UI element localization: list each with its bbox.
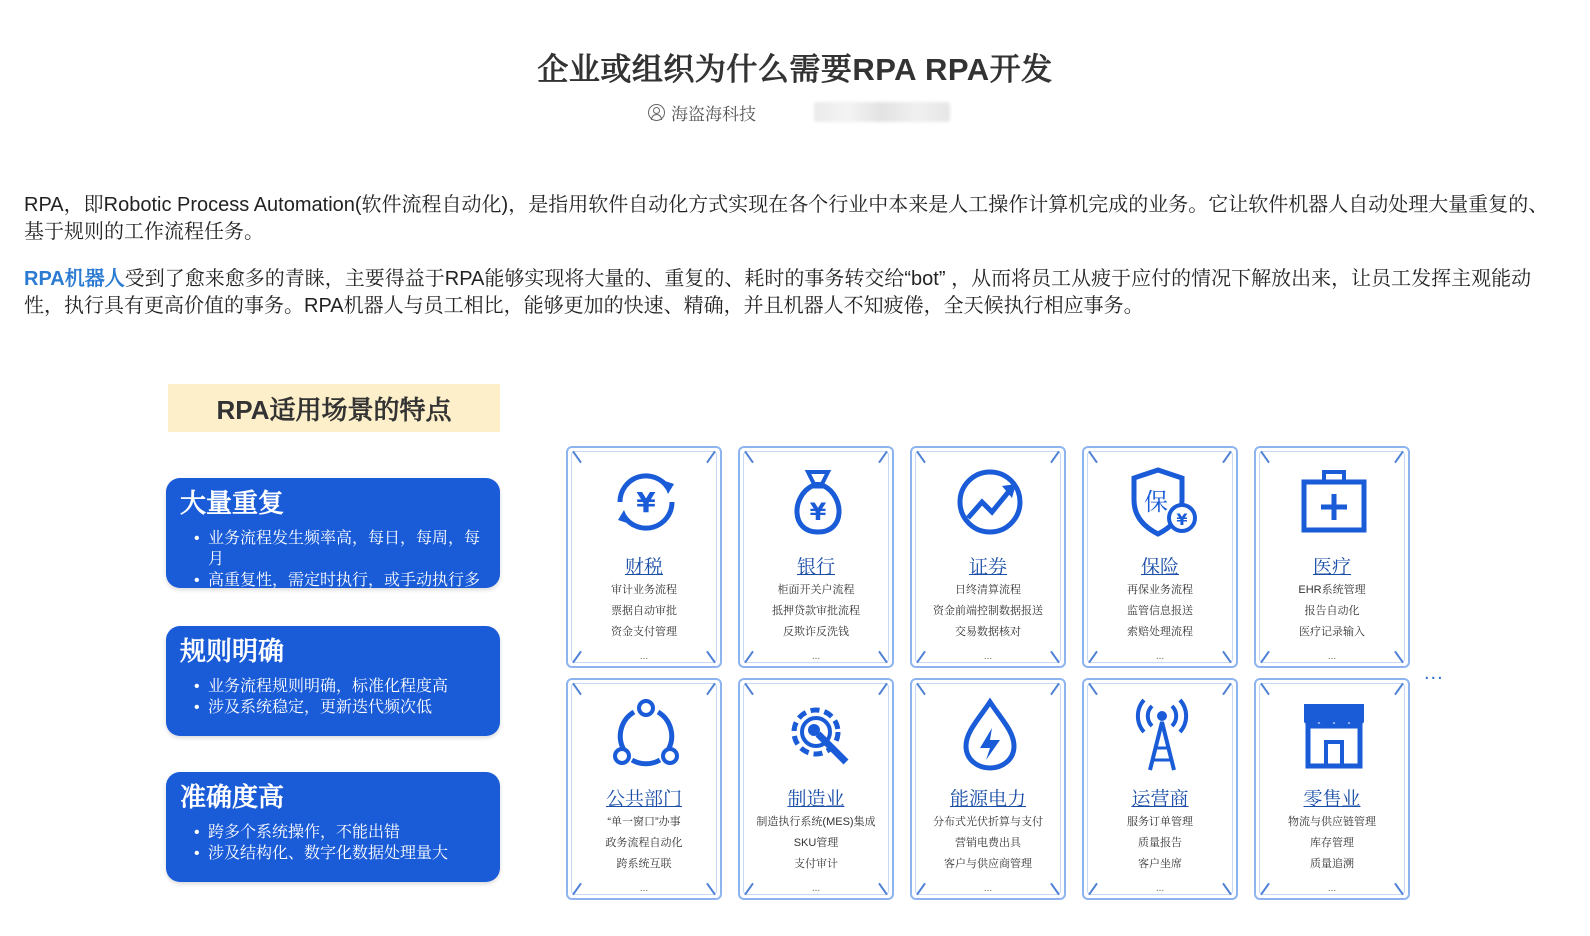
industry-line: 监管信息报送 — [1127, 605, 1193, 617]
feature-bullet: • 业务流程发生频率高，每日，每周，每月 — [194, 528, 486, 570]
energy-drop-icon — [950, 694, 1030, 774]
industry-more: ... — [1155, 883, 1165, 894]
industry-name: 运营商 — [1131, 789, 1189, 810]
industry-line: 营销电费出具 — [955, 837, 1021, 849]
industry-line: 再保业务流程 — [1127, 584, 1193, 596]
industry-name: 保险 — [1140, 557, 1179, 578]
industry-card-securities — [910, 446, 1066, 668]
industry-more: ... — [1327, 883, 1337, 894]
industry-line: 医疗记录输入 — [1299, 626, 1365, 638]
article-meta — [648, 100, 756, 125]
industry-line: 审计业务流程 — [611, 584, 677, 596]
insurance-shield-icon — [1122, 462, 1202, 542]
rpa-infographic — [160, 372, 1460, 912]
store-icon — [1294, 694, 1374, 774]
industry-line: 交易数据核对 — [955, 626, 1021, 638]
industry-card-tax — [566, 446, 722, 668]
industry-line: 质量追溯 — [1310, 858, 1354, 870]
industry-name: 能源电力 — [949, 789, 1026, 810]
industry-line: 分布式光伏折算与支付 — [933, 816, 1043, 828]
industry-line: 抵押贷款审批流程 — [772, 605, 860, 617]
industry-line: 支付审计 — [794, 858, 838, 870]
industry-more: ... — [811, 651, 821, 662]
industry-line: “单一窗口”办事 — [607, 816, 681, 828]
feature-card-accuracy — [166, 772, 500, 882]
trend-chart-icon — [950, 462, 1030, 542]
second-paragraph-text: 受到了愈来愈多的青睐，主要得益于RPA能够实现将大量的、重复的、耗时的事务转交给“bot” ，从而将员工从疲于应付的情况下解放出来，让员工发挥主观能动性，执行具有更高价值的事务。RPA机器人与员工相比，能够更加的快速、精确，并且机器人不知疲倦，全天候执行相应事务。 — [24, 268, 1532, 317]
feature-bullet: • 涉及结构化、数字化数据处理量大 — [194, 843, 486, 864]
gear-wrench-icon — [778, 694, 858, 774]
network-icon — [606, 694, 686, 774]
industry-line: SKU管理 — [793, 837, 839, 849]
feature-bullet: • 业务流程规则明确，标准化程度高 — [194, 676, 486, 697]
medical-kit-icon — [1294, 462, 1374, 542]
industry-line: 服务订单管理 — [1127, 816, 1193, 828]
industry-line: 反欺诈反洗钱 — [783, 626, 849, 638]
industry-name: 医疗 — [1312, 557, 1351, 578]
industry-card-public — [566, 678, 722, 900]
industry-more: ... — [983, 651, 993, 662]
industry-more: ... — [639, 651, 649, 662]
author-icon — [648, 104, 665, 121]
industry-card-manufacturing — [738, 678, 894, 900]
industry-card-energy — [910, 678, 1066, 900]
money-bag-icon — [778, 462, 858, 542]
industry-name: 制造业 — [787, 789, 845, 810]
industry-name: 银行 — [796, 557, 835, 578]
industry-lines — [1084, 580, 1236, 643]
industry-name: 证券 — [968, 557, 1007, 578]
industry-name: 财税 — [624, 557, 663, 578]
svg-text:保: 保 — [1144, 488, 1168, 516]
industry-card-insurance — [1082, 446, 1238, 668]
industry-lines — [1256, 812, 1408, 875]
industry-lines — [740, 580, 892, 643]
industry-card-carrier — [1082, 678, 1238, 900]
industry-more: ... — [639, 883, 649, 894]
feature-title: 规则明确 — [180, 636, 285, 666]
industry-line: 物流与供应链管理 — [1288, 816, 1376, 828]
feature-card-repetitive — [166, 478, 500, 610]
infographic-title: RPA适用场景的特点 — [168, 384, 500, 432]
industry-line: 质量报告 — [1138, 837, 1182, 849]
svg-text:¥: ¥ — [809, 498, 827, 526]
yen-cycle-icon — [606, 462, 686, 542]
industry-line: 客户与供应商管理 — [944, 858, 1032, 870]
feature-bullet: • 高重复性，需定时执行，或手动执行多次 — [194, 570, 486, 612]
industry-more: ... — [811, 883, 821, 894]
industry-line: 客户坐席 — [1138, 858, 1182, 870]
article-title: 企业或组织为什么需要RPA RPA开发 — [537, 52, 1053, 87]
industry-more: ... — [983, 883, 993, 894]
industry-line: 制造执行系统(MES)集成 — [756, 816, 876, 828]
industry-line: 日终清算流程 — [955, 584, 1021, 596]
feature-bullet: • 涉及系统稳定，更新迭代频次低 — [194, 697, 486, 718]
industry-line: 柜面开关户流程 — [777, 584, 855, 596]
industry-lines — [1256, 580, 1408, 643]
industry-lines — [912, 580, 1064, 643]
feature-bullet: • 跨多个系统操作，不能出错 — [194, 822, 486, 843]
industry-line: 资金支付管理 — [611, 626, 677, 638]
industry-line: 跨系统互联 — [616, 858, 672, 870]
industry-line: 索赔处理流程 — [1127, 626, 1193, 638]
more-industries-ellipsis: ... — [1424, 662, 1444, 684]
rpa-robot-link[interactable]: RPA机器人 — [24, 268, 125, 290]
intro-paragraph: RPA，即Robotic Process Automation(软件流程自动化)，是指用软件自动化方式实现在各个行业中本来是人工操作计算机完成的业务。它让软件机器人自动处理大量重复的、基于规则的工作流程任务。 — [24, 194, 1549, 243]
industry-line: 票据自动审批 — [611, 605, 677, 617]
industry-line: 政务流程自动化 — [605, 837, 683, 849]
industry-more: ... — [1327, 651, 1337, 662]
feature-card-rules — [166, 626, 500, 736]
industry-lines — [740, 812, 892, 875]
industry-card-bank — [738, 446, 894, 668]
industry-more: ... — [1155, 651, 1165, 662]
blurred-meta — [814, 102, 950, 122]
industry-line: 资金前端控制数据报送 — [933, 605, 1043, 617]
industry-line: 库存管理 — [1310, 837, 1354, 849]
industry-name: 公共部门 — [605, 789, 682, 810]
industry-lines — [568, 580, 720, 643]
feature-title: 准确度高 — [180, 782, 285, 812]
industry-lines — [568, 812, 720, 875]
industry-lines — [1084, 812, 1236, 875]
svg-text:¥: ¥ — [1176, 510, 1188, 529]
author-name[interactable]: 海盗海科技 — [671, 105, 756, 124]
industry-name: 零售业 — [1303, 789, 1361, 810]
signal-tower-icon — [1122, 694, 1202, 774]
svg-text:¥: ¥ — [636, 486, 656, 519]
industry-card-medical — [1254, 446, 1410, 668]
industry-card-retail — [1254, 678, 1410, 900]
industry-lines — [912, 812, 1064, 875]
feature-title: 大量重复 — [180, 488, 285, 518]
second-paragraph — [24, 266, 1564, 320]
industry-line: 报告自动化 — [1304, 605, 1360, 617]
industry-line: EHR系统管理 — [1298, 584, 1366, 596]
